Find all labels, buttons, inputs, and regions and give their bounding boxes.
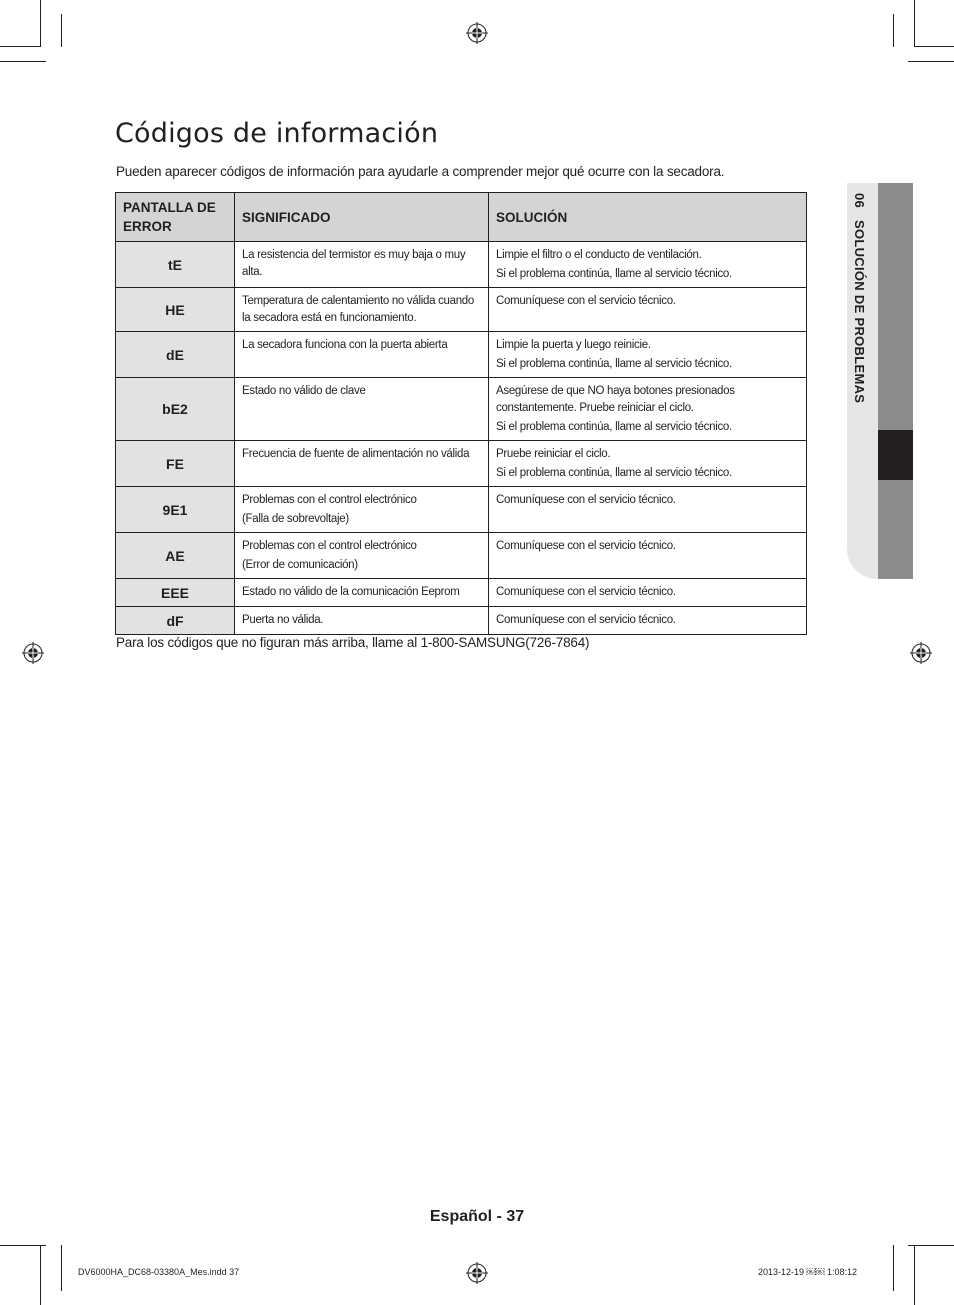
crop-mark	[40, 1245, 41, 1305]
footnote: Para los códigos que no figuran más arriba, llame al 1-800-SAMSUNG(726-7864)	[116, 635, 590, 650]
solution-cell	[489, 288, 807, 332]
solution-text: Asegúrese de que NO haya botones presionados constantemente. Pruebe reiniciar el ciclo.	[496, 385, 735, 414]
meaning-text: Estado no válido de clave	[242, 385, 366, 397]
side-tab-bar	[878, 183, 913, 579]
meaning-cell	[235, 332, 489, 378]
meaning-text: Problemas con el control electrónico	[242, 540, 417, 552]
side-tab-label	[852, 193, 867, 403]
table-row	[116, 242, 807, 288]
crop-mark	[0, 61, 46, 62]
solution-text: Comuníquese con el servicio técnico.	[496, 494, 676, 506]
solution-text: Pruebe reiniciar el ciclo.	[496, 448, 611, 460]
solution-text: Si el problema continúa, llame al servicio técnico.	[496, 467, 732, 479]
page-title: Códigos de información	[115, 118, 439, 149]
error-code: 9E1	[116, 487, 235, 533]
solution-cell	[489, 378, 807, 441]
table-row	[116, 378, 807, 441]
solution-text: Comuníquese con el servicio técnico.	[496, 614, 676, 626]
error-code: FE	[116, 441, 235, 487]
crop-mark	[893, 1245, 894, 1291]
solution-text: Si el problema continúa, llame al servicio técnico.	[496, 268, 732, 280]
table-row	[116, 441, 807, 487]
meaning-cell	[235, 242, 489, 288]
table-row	[116, 288, 807, 332]
info-codes-table	[115, 192, 807, 635]
meaning-text: Puerta no válida.	[242, 614, 324, 626]
crop-mark	[914, 46, 954, 47]
crop-mark	[908, 61, 954, 62]
error-code: dE	[116, 332, 235, 378]
solution-text: Si el problema continúa, llame al servicio técnico.	[496, 421, 732, 433]
solution-cell	[489, 579, 807, 607]
meaning-text: Problemas con el control electrónico	[242, 494, 417, 506]
table-row	[116, 487, 807, 533]
crop-mark	[0, 46, 41, 47]
side-tab-title: SOLUCIÓN DE PROBLEMAS	[852, 219, 867, 404]
solution-text: Limpie el filtro o el conducto de ventilación.	[496, 249, 702, 261]
crop-mark	[914, 0, 915, 47]
registration-mark-icon	[910, 642, 932, 664]
solution-cell	[489, 607, 807, 635]
solution-cell	[489, 242, 807, 288]
side-tab-marker	[878, 430, 913, 480]
meaning-text: La resistencia del termistor es muy baja o muy alta.	[242, 249, 466, 278]
error-code: EEE	[116, 579, 235, 607]
meaning-cell	[235, 487, 489, 533]
print-slug-file: DV6000HA_DC68-03380A_Mes.indd 37	[78, 1267, 240, 1277]
error-code: HE	[116, 288, 235, 332]
side-tab-number: 06	[852, 193, 867, 209]
meaning-cell	[235, 441, 489, 487]
column-header-meaning: SIGNIFICADO	[235, 193, 489, 242]
crop-mark	[893, 14, 894, 47]
crop-mark	[914, 1245, 915, 1305]
meaning-cell	[235, 288, 489, 332]
solution-text: Comuníquese con el servicio técnico.	[496, 295, 676, 307]
error-code: tE	[116, 242, 235, 288]
error-code: bE2	[116, 378, 235, 441]
crop-mark	[0, 1245, 46, 1246]
solution-cell	[489, 441, 807, 487]
solution-text: Limpie la puerta y luego reinicie.	[496, 339, 651, 351]
table-row	[116, 533, 807, 579]
intro-text: Pueden aparecer códigos de información para ayudarle a comprender mejor qué ocurre con la secadora.	[116, 164, 725, 179]
crop-mark	[61, 1245, 62, 1291]
error-code: dF	[116, 607, 235, 635]
meaning-text: Temperatura de calentamiento no válida cuando la secadora está en funcionamiento.	[242, 295, 474, 324]
meaning-cell	[235, 607, 489, 635]
meaning-cell	[235, 378, 489, 441]
solution-cell	[489, 487, 807, 533]
registration-mark-icon	[466, 1262, 488, 1284]
meaning-text: Estado no válido de la comunicación Eeprom	[242, 586, 460, 598]
column-header-code: PANTALLA DE ERROR	[116, 193, 235, 242]
meaning-text: Frecuencia de fuente de alimentación no válida	[242, 448, 470, 460]
page-number: Español - 37	[429, 1208, 525, 1225]
crop-mark	[40, 0, 41, 47]
solution-cell	[489, 332, 807, 378]
solution-text: Comuníquese con el servicio técnico.	[496, 540, 676, 552]
meaning-text: (Error de comunicación)	[242, 559, 358, 571]
solution-text: Si el problema continúa, llame al servicio técnico.	[496, 358, 732, 370]
crop-mark	[908, 1245, 954, 1246]
registration-mark-icon	[466, 22, 488, 44]
print-slug-datetime: 2013-12-19 ￼￼ 1:08:12	[758, 1267, 858, 1277]
table-row	[116, 579, 807, 607]
table-row	[116, 332, 807, 378]
meaning-text: La secadora funciona con la puerta abierta	[242, 339, 448, 351]
meaning-text: (Falla de sobrevoltaje)	[242, 513, 349, 525]
solution-cell	[489, 533, 807, 579]
table-header-row	[116, 193, 807, 242]
error-code: AE	[116, 533, 235, 579]
crop-mark	[61, 14, 62, 47]
registration-mark-icon	[22, 642, 44, 664]
meaning-cell	[235, 579, 489, 607]
table-row	[116, 607, 807, 635]
solution-text: Comuníquese con el servicio técnico.	[496, 586, 676, 598]
column-header-solution: SOLUCIÓN	[489, 193, 807, 242]
meaning-cell	[235, 533, 489, 579]
